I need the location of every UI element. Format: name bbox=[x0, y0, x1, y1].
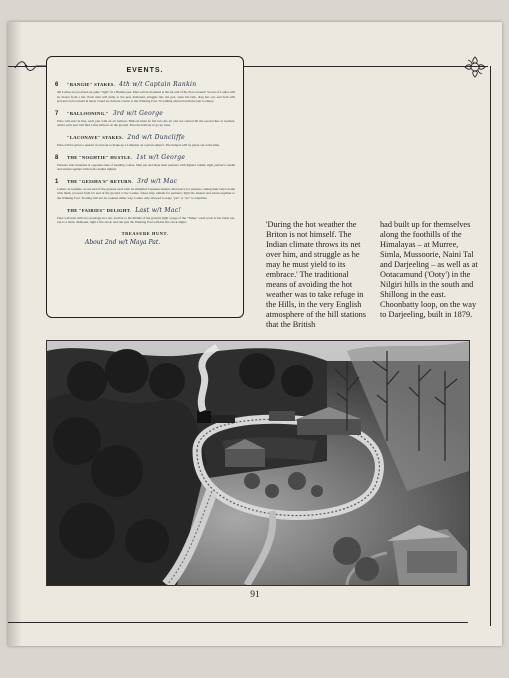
event-number: 7 bbox=[55, 110, 59, 117]
event-heading: THE "NOGHTIE" HUSTLE. bbox=[67, 154, 133, 160]
event-heading: THE "GEISHA'S" RETURN. bbox=[67, 178, 133, 184]
event-item bbox=[55, 110, 235, 128]
corner-rosette-icon bbox=[458, 52, 492, 82]
frame-rule-bottom bbox=[8, 622, 468, 623]
page-number: 91 bbox=[250, 590, 260, 600]
events-programme-card bbox=[46, 56, 244, 318]
event-description: Ladies, as Geishas, at one end of the ground, each with an unlighted Japanese lantern. Men leave for partners, taking their lady's home with them, proceed from far end of the ground to the Ladies, where they remain for partners; light the lantern and return together to the Winning Post. Trotting will not be counted either way. Ladies only allowed to reply "yes" or "no" to enquiries. bbox=[57, 186, 235, 200]
handwritten-note: 1st w/t George bbox=[136, 153, 186, 161]
event-heading: "BALLOONING." bbox=[67, 110, 109, 116]
event-item bbox=[55, 81, 235, 104]
event-description: Pairs will be given a quarter of an hour to make up a Limerick on a given subject. The Subject will be given out at the time. bbox=[57, 142, 220, 147]
event-heading: THE "FAIRIES" DELIGHT. bbox=[67, 207, 132, 213]
spine-shadow bbox=[8, 22, 22, 646]
treasure-hunt-heading: TREASURE HUNT. bbox=[121, 230, 169, 236]
event-number: 1 bbox=[55, 178, 59, 185]
event-number: 8 bbox=[55, 154, 59, 161]
handwritten-note: 2nd w/t Duncliffe bbox=[127, 133, 186, 141]
photograph-railway-loop bbox=[46, 340, 470, 586]
frame-rule-right bbox=[490, 66, 491, 626]
handwritten-note: Last w/t Mac! bbox=[135, 206, 182, 214]
handwritten-note: About 2nd w/t Maya Pat. bbox=[85, 238, 161, 246]
event-item bbox=[55, 178, 235, 201]
event-description: Partners start mounted at opposite ends of heading course. Men get and meet their partners with lighted candle, light partner's candle and return together with both candles lighted. bbox=[57, 162, 235, 172]
caption-column-left: 'During the hot weather the Briton is not himself. The Indian climate throws its net over him, and struggle as he may he must yield to its embrace.' The traditional means of avoiding the hot weather was to take refuge in the Hills, in the very English atmosphere of the hill stations that the British bbox=[266, 220, 367, 329]
caption-column-right: had built up for themselves along the foothills of the Himalayas – at Murree, Simla, Mussoorie, Naini Tal and Darjeeling – as well as at Ootacamund ('Ooty') in the Nilgiri hills in the south and Shillong in the east. Choonbatty loop, on the way to Darjeeling, built in 1879. bbox=[380, 220, 478, 319]
event-heading: "BANGIE" STAKES. bbox=[67, 82, 116, 87]
event-item bbox=[55, 154, 235, 172]
book-page bbox=[8, 22, 502, 646]
event-item bbox=[55, 134, 235, 148]
event-description: All Ladies are provided up quite "right" in a Bundle pen. Men will be mounted at the far end of the Polo Ground. Scores of Ladies will be drawn from a hat. Each man will jump to the pen, dismount, struggle into the pen, seize his lady, drag her out, and both will proceed on foot hand in hand, round an obstacle course to the Winning Post. No talking allowed until the pair is empty. bbox=[57, 90, 235, 104]
event-heading: "LACONAVE" STAKES. bbox=[67, 134, 124, 140]
events-title: EVENTS. bbox=[126, 67, 164, 74]
event-description: Pairs will start in line, each pair with an air balloon. Balloon must be felt into the air and not carried till the second line is reached, where each pair will find a fine balloon on the ground. First the balloon to go up wins. bbox=[57, 118, 235, 128]
handwritten-note: 3rd w/t Mac bbox=[136, 177, 178, 185]
handwritten-note: 4th w/t Captain Rankin bbox=[119, 81, 197, 88]
event-description: Pairs will start with two nosebags in a bar, and bar to the middle of the ground; light a page of the "Times," each work to bar burnt out, run to a table, dismount, light a fire stock, and run past the Winning Post with the fire stock alight. bbox=[57, 215, 235, 225]
railway-loop-photo-image bbox=[47, 341, 469, 585]
handwritten-note: 3rd w/t George bbox=[112, 109, 164, 117]
event-number: 6 bbox=[55, 82, 59, 88]
event-item bbox=[55, 207, 235, 225]
